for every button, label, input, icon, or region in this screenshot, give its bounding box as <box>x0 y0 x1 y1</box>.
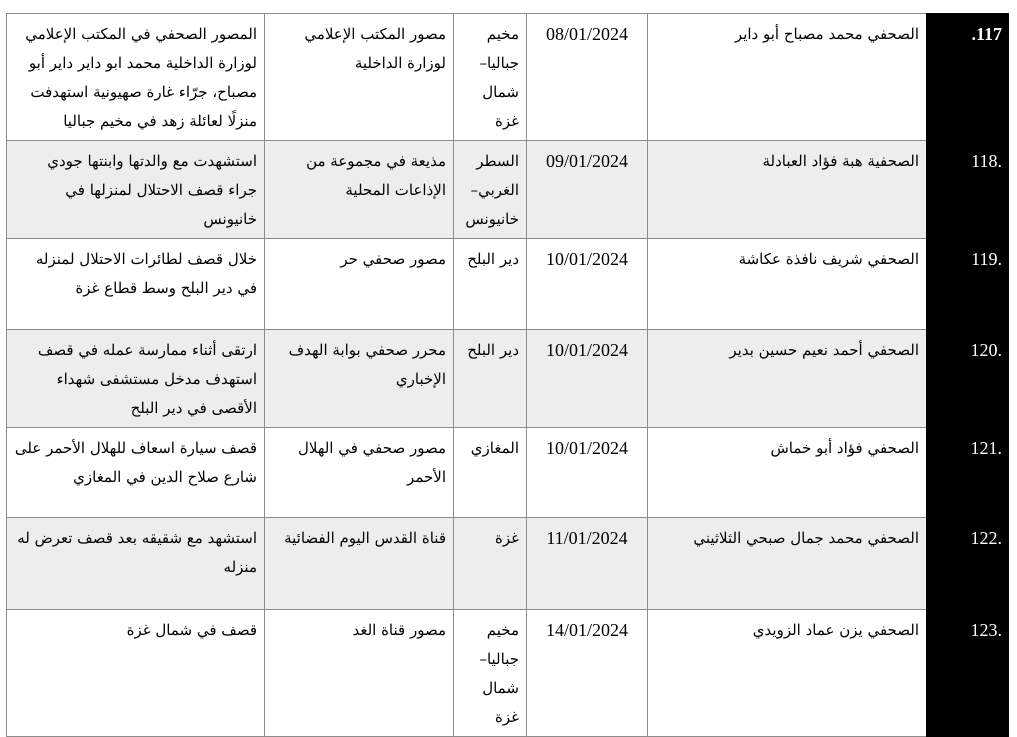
date-cell: 10/01/2024 <box>527 428 648 518</box>
circumstance-cell: استشهد مع شقيقه بعد قصف تعرض له منزله <box>7 518 265 610</box>
date-cell: 09/01/2024 <box>527 141 648 239</box>
job-cell: قناة القدس اليوم الفضائية <box>265 518 454 610</box>
table-row <box>7 330 1009 428</box>
date-cell: 14/01/2024 <box>527 610 648 737</box>
circumstance-cell: ارتقى أثناء ممارسة عمله في قصف استهدف مدخل مستشفى شهداء الأقصى في دير البلح <box>7 330 265 428</box>
row-number: .122 <box>927 518 1009 610</box>
date-cell: 10/01/2024 <box>527 330 648 428</box>
job-cell: محرر صحفي بوابة الهدف الإخباري <box>265 330 454 428</box>
table-row <box>7 239 1009 330</box>
place-cell: دير البلح <box>454 239 527 330</box>
journalist-name: الصحفي يزن عماد الزويدي <box>648 610 927 737</box>
row-number: 117. <box>927 14 1009 141</box>
row-number: .120 <box>927 330 1009 428</box>
journalist-name: الصحفي فؤاد أبو خماش <box>648 428 927 518</box>
table-row <box>7 14 1009 141</box>
journalist-name: الصحفي محمد جمال صبحي الثلاثيني <box>648 518 927 610</box>
place-cell: السطر الغربي– خانيونس <box>454 141 527 239</box>
place-cell: دير البلح <box>454 330 527 428</box>
place-cell: غزة <box>454 518 527 610</box>
date-cell: 11/01/2024 <box>527 518 648 610</box>
row-number: .118 <box>927 141 1009 239</box>
place-cell: مخيم جباليا– شمال غزة <box>454 14 527 141</box>
journalist-name: الصحفي أحمد نعيم حسين بدير <box>648 330 927 428</box>
circumstance-cell: قصف سيارة اسعاف للهلال الأحمر على شارع صلاح الدين في المغازي <box>7 428 265 518</box>
table-row <box>7 518 1009 610</box>
journalists-table <box>6 13 1009 737</box>
circumstance-cell: قصف في شمال غزة <box>7 610 265 737</box>
job-cell: مذيعة في مجموعة من الإذاعات المحلية <box>265 141 454 239</box>
table-row <box>7 141 1009 239</box>
job-cell: مصور صحفي حر <box>265 239 454 330</box>
row-number: .119 <box>927 239 1009 330</box>
circumstance-cell: استشهدت مع والدتها وابنتها جودي جراء قصف الاحتلال لمنزلها في خانيونس <box>7 141 265 239</box>
date-cell: 10/01/2024 <box>527 239 648 330</box>
table-row <box>7 610 1009 737</box>
journalist-name: الصحفي محمد مصباح أبو داير <box>648 14 927 141</box>
date-cell: 08/01/2024 <box>527 14 648 141</box>
place-cell: مخيم جباليا– شمال غزة <box>454 610 527 737</box>
row-number: .123 <box>927 610 1009 737</box>
journalist-name: الصحفي شريف نافذة عكاشة <box>648 239 927 330</box>
job-cell: مصور المكتب الإعلامي لوزارة الداخلية <box>265 14 454 141</box>
table-row <box>7 428 1009 518</box>
place-cell: المغازي <box>454 428 527 518</box>
row-number: .121 <box>927 428 1009 518</box>
job-cell: مصور صحفي في الهلال الأحمر <box>265 428 454 518</box>
circumstance-cell: المصور الصحفي في المكتب الإعلامي لوزارة الداخلية محمد ابو داير داير أبو مصباح، جرّاء غارة صهيونية استهدفت منزلًا لعائلة زهد في مخيم جباليا <box>7 14 265 141</box>
job-cell: مصور قناة الغد <box>265 610 454 737</box>
journalist-name: الصحفية هبة فؤاد العبادلة <box>648 141 927 239</box>
circumstance-cell: خلال قصف لطائرات الاحتلال لمنزله في دير البلح وسط قطاع غزة <box>7 239 265 330</box>
